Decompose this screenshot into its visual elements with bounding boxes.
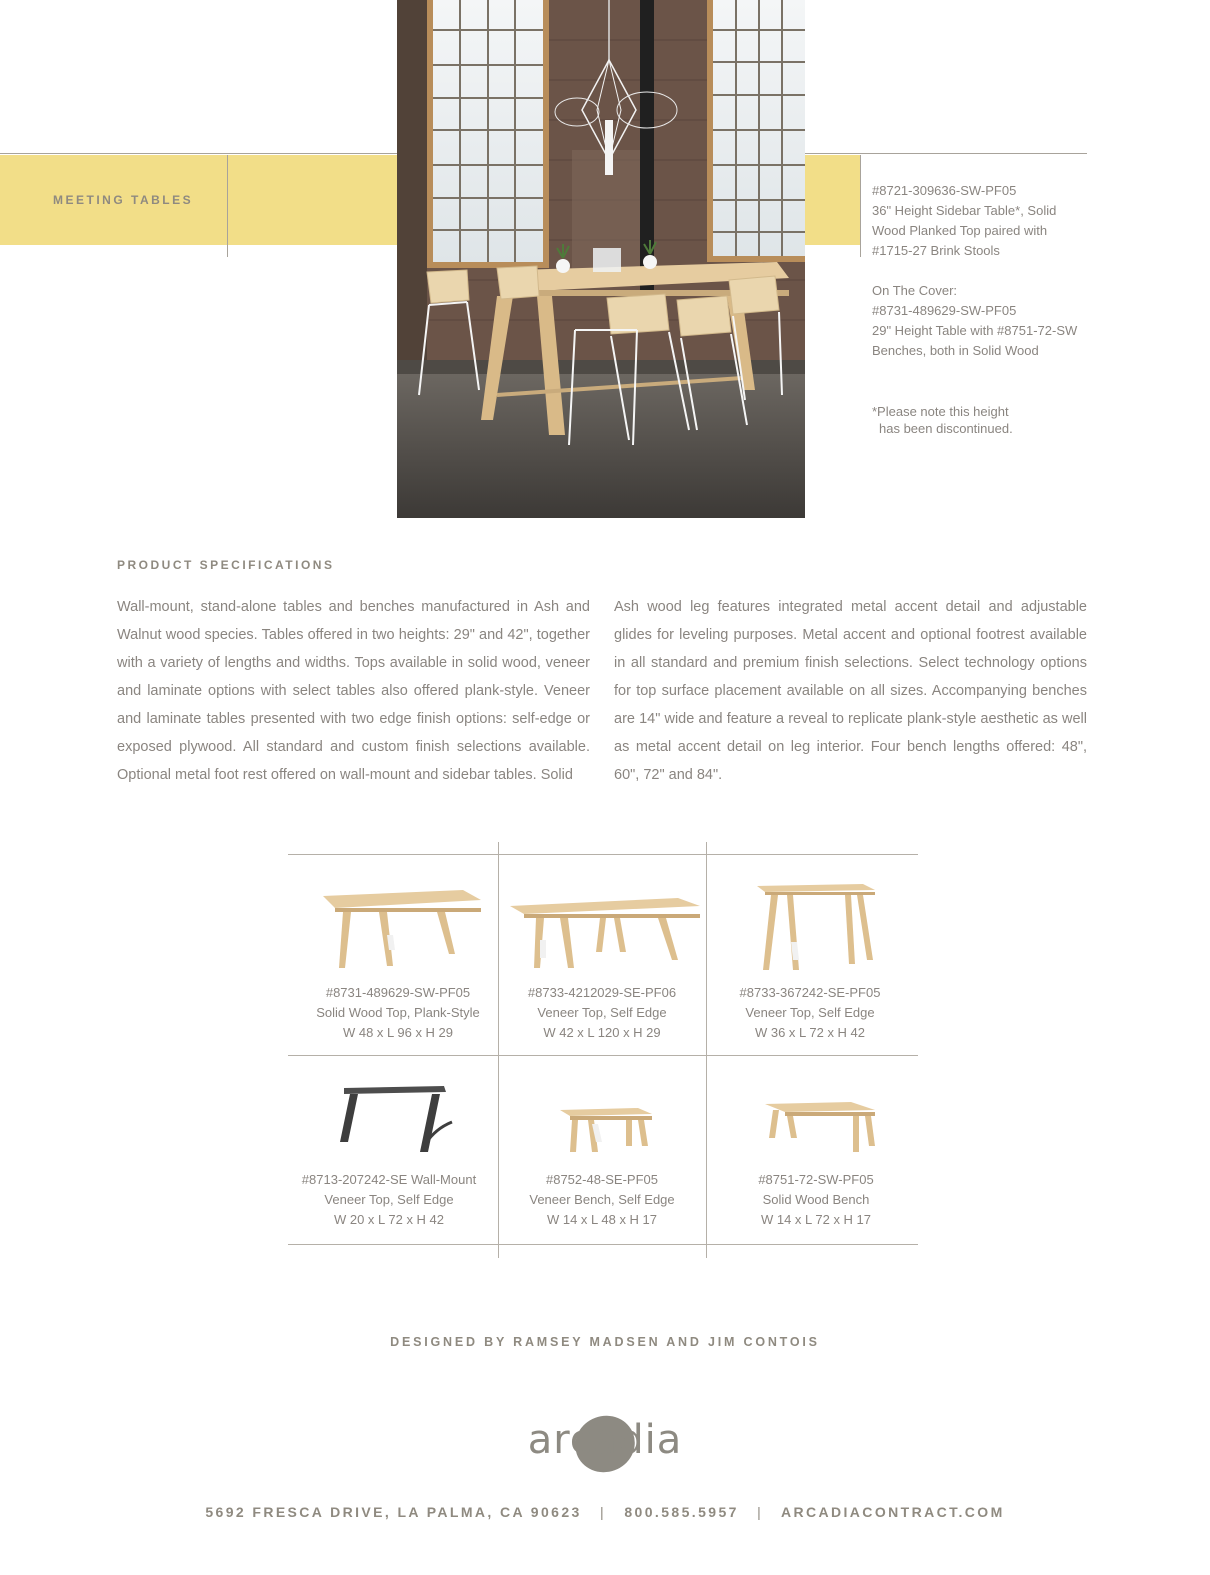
hero-caption-line: #8721-309636-SW-PF05 — [872, 183, 1017, 198]
footer-separator: | — [600, 1504, 607, 1520]
hero-caption-line: #1715-27 Brink Stools — [872, 243, 1000, 258]
product-dimensions: W 20 x L 72 x H 42 — [333, 1212, 445, 1227]
section-label: MEETING TABLES — [53, 193, 194, 207]
product-cell — [294, 880, 502, 1043]
footer — [0, 1504, 1210, 1520]
footer-phone: 800.585.5957 — [624, 1504, 739, 1520]
product-description: Veneer Top, Self Edge — [745, 1005, 875, 1020]
logo-wordmark: arcadia — [527, 1417, 683, 1463]
footer-website[interactable]: ARCADIACONTRACT.COM — [780, 1504, 1005, 1520]
cover-caption-label: On The Cover: — [872, 283, 958, 298]
header-rule-right — [805, 153, 1087, 154]
cover-caption-line: #8731-489629-SW-PF05 — [872, 303, 1017, 318]
cover-caption-line: Benches, both in Solid Wood — [872, 343, 1039, 358]
wide-table-icon — [313, 880, 483, 975]
note-line: *Please note this height — [872, 404, 1009, 419]
specs-column-1: Wall-mount, stand-alone tables and benches manufactured in Ash and Walnut wood species. Tables offered in two heights: 29" and 42", together with a variety of lengths and widths. Tops available in solid wood, veneer and laminate options with select tables also offered plank-style. Veneer and laminate tables presented with two edge finish options: self-edge or exposed plywood. All standard and custom finish selections available. Optional metal foot rest offered on wall-mount and sidebar tables. Solid — [117, 599, 590, 783]
product-description: Veneer Bench, Self Edge — [529, 1192, 675, 1207]
footer-address: 5692 FRESCA DRIVE, LA PALMA, CA 90623 — [205, 1504, 582, 1520]
wall-mount-table-icon — [314, 1080, 464, 1160]
product-code: #8751-72-SW-PF05 — [758, 1172, 874, 1187]
designed-by: DESIGNED BY RAMSEY MADSEN AND JIM CONTOIS — [390, 1335, 820, 1349]
product-description: Solid Wood Bench — [762, 1192, 870, 1207]
product-cell — [706, 880, 914, 1043]
header-band-right — [805, 155, 861, 245]
footer-separator: | — [757, 1504, 764, 1520]
product-dimensions: W 14 x L 48 x H 17 — [546, 1212, 658, 1227]
product-code: #8733-4212029-SE-PF06 — [527, 985, 677, 1000]
product-code: #8733-367242-SE-PF05 — [739, 985, 881, 1000]
product-dimensions: W 36 x L 72 x H 42 — [754, 1025, 866, 1040]
grid-rule-top — [288, 854, 918, 855]
hero-caption-line: 36" Height Sidebar Table*, Solid — [872, 203, 1057, 218]
cover-caption — [872, 281, 1077, 361]
note-line: has been discontinued. — [879, 421, 1013, 436]
header-divider — [227, 155, 228, 257]
product-code: #8731-489629-SW-PF05 — [325, 985, 471, 1000]
discontinued-note — [872, 403, 1013, 437]
product-description: Solid Wood Top, Plank-Style — [316, 1005, 480, 1020]
hero-caption-line: Wood Planked Top paired with — [872, 223, 1048, 238]
product-cell — [285, 1080, 493, 1230]
product-cell — [712, 1080, 920, 1230]
grid-rule-middle — [288, 1055, 918, 1056]
short-bench-icon — [542, 1080, 662, 1160]
hero-photo — [397, 0, 805, 518]
product-code: #8713-207242-SE Wall-Mount — [301, 1172, 477, 1187]
specs-title: PRODUCT SPECIFICATIONS — [117, 558, 335, 572]
product-dimensions: W 42 x L 120 x H 29 — [543, 1025, 661, 1040]
tall-table-icon — [735, 880, 885, 975]
product-dimensions: W 48 x L 96 x H 29 — [342, 1025, 454, 1040]
product-dimensions: W 14 x L 72 x H 17 — [760, 1212, 872, 1227]
long-table-icon — [502, 880, 702, 975]
product-cell — [498, 1080, 706, 1230]
caption-divider — [860, 155, 861, 257]
product-description: Veneer Top, Self Edge — [324, 1192, 454, 1207]
specs-column-2: Ash wood leg features integrated metal accent detail and adjustable glides for leveling purposes. Metal accent and optional footrest available in all standard and premium finish selections. Select technology options for top surface placement available on all sizes. Accompanying benches are 14" wide and feature a reveal to replicate plank-style aesthetic as well as metal accent detail on leg interior. Four bench lengths offered: 48", 60", 72" and 84". — [614, 599, 1087, 783]
header-rule-left — [0, 153, 397, 154]
product-cell — [498, 880, 706, 1043]
hero-caption — [872, 181, 1056, 261]
product-description: Veneer Top, Self Edge — [537, 1005, 667, 1020]
cover-caption-line: 29" Height Table with #8751-72-SW — [872, 323, 1078, 338]
long-bench-icon — [751, 1080, 881, 1160]
grid-rule-bottom — [288, 1244, 918, 1245]
product-code: #8752-48-SE-PF05 — [545, 1172, 658, 1187]
